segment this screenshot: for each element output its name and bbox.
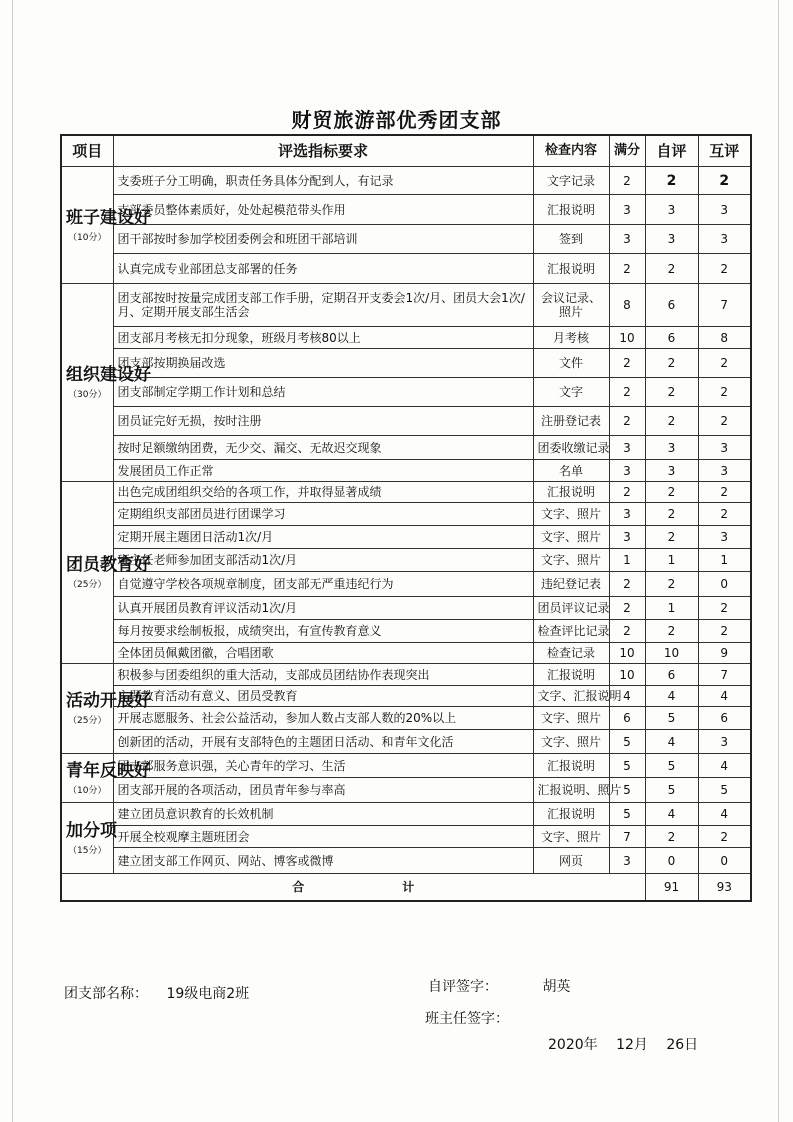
- peer-score-cell: 1: [698, 549, 751, 572]
- criteria-cell: 全体团员佩戴团徽，合唱团歌: [113, 643, 533, 664]
- self-score-cell: 2: [645, 503, 698, 526]
- full-score-cell: 3: [609, 436, 645, 460]
- peer-score-cell: 2: [698, 597, 751, 620]
- full-score-cell: 2: [609, 597, 645, 620]
- peer-score-cell: 2: [698, 349, 751, 378]
- full-score-cell: 5: [609, 803, 645, 826]
- peer-score-cell: 2: [698, 482, 751, 503]
- branch-label: 团支部名称：: [64, 986, 148, 1002]
- self-score-cell: 5: [645, 707, 698, 730]
- table-row: [61, 620, 751, 643]
- criteria-cell: 建立团员意识教育的长效机制: [113, 803, 533, 826]
- full-score-cell: 5: [609, 754, 645, 778]
- self-score-cell: 2: [645, 378, 698, 407]
- self-score-cell: 2: [645, 572, 698, 597]
- teacher-sign-label: 班主任签字：: [425, 1011, 509, 1027]
- method-cell: 签到: [533, 225, 609, 254]
- header-row: [61, 135, 751, 167]
- criteria-cell: 班主任老师参加团支部活动1次/月: [113, 549, 533, 572]
- self-score-cell: 4: [645, 803, 698, 826]
- date: 2020年 12月 26日: [548, 1037, 699, 1053]
- full-score-cell: 7: [609, 826, 645, 848]
- document-title: 财贸旅游部优秀团支部: [291, 108, 502, 132]
- criteria-cell: 创新团的活动，开展有支部特色的主题团日活动、和青年文化活: [113, 730, 533, 754]
- peer-score-cell: 2: [698, 407, 751, 436]
- self-score-cell: 2: [645, 407, 698, 436]
- peer-score-cell: 3: [698, 730, 751, 754]
- self-score-cell: 1: [645, 549, 698, 572]
- table-row: [61, 327, 751, 349]
- self-score-cell: 1: [645, 597, 698, 620]
- method-cell: 注册登记表: [533, 407, 609, 436]
- table-row: [61, 284, 751, 327]
- table-row: [61, 254, 751, 284]
- criteria-cell: 认真完成专业部团总支部署的任务: [113, 254, 533, 284]
- full-score-cell: 8: [609, 284, 645, 327]
- self-sign-label: 自评签字：: [428, 979, 498, 995]
- table-row: [61, 549, 751, 572]
- peer-score-cell: 2: [698, 378, 751, 407]
- self-score-cell: 6: [645, 284, 698, 327]
- full-score-cell: 2: [609, 482, 645, 503]
- scan-edge-right: [778, 0, 779, 1122]
- category-cell: [61, 284, 151, 482]
- self-score-cell: 3: [645, 195, 698, 225]
- peer-score-cell: 7: [698, 284, 751, 327]
- teacher-signature: [425, 1008, 509, 1028]
- peer-score-cell: 6: [698, 707, 751, 730]
- category-points: （15分）: [68, 845, 107, 856]
- criteria-cell: 定期组织支部团员进行团课学习: [113, 503, 533, 526]
- table-row: [61, 707, 751, 730]
- criteria-cell: 团支部按时按量完成团支部工作手册，定期召开支委会1次/月、团员大会1次/月、定期开展支部生活会: [113, 284, 533, 327]
- peer-score-cell: 4: [698, 754, 751, 778]
- total-label-a: 合: [292, 879, 305, 894]
- criteria-cell: 发展团员工作正常: [113, 460, 533, 482]
- criteria-cell: 每月按要求绘制板报，成绩突出，有宣传教育意义: [113, 620, 533, 643]
- table-row: [61, 349, 751, 378]
- scan-edge-left: [12, 0, 13, 1122]
- header-criteria: 评选指标要求: [113, 135, 533, 167]
- self-score-cell: 10: [645, 643, 698, 664]
- total-self: 91: [645, 874, 698, 901]
- peer-score-cell: 3: [698, 460, 751, 482]
- peer-score-cell: 3: [698, 436, 751, 460]
- self-score-cell: 2: [645, 526, 698, 549]
- criteria-cell: 认真开展团员教育评议活动1次/月: [113, 597, 533, 620]
- table-row: [61, 503, 751, 526]
- table-row: [61, 686, 751, 707]
- peer-score-cell: 2: [698, 826, 751, 848]
- full-score-cell: 1: [609, 549, 645, 572]
- full-score-cell: 3: [609, 460, 645, 482]
- full-score-cell: 2: [609, 349, 645, 378]
- header-item: 项目: [61, 135, 113, 167]
- criteria-cell: 建立团支部工作网页、网站、博客或微博: [113, 848, 533, 874]
- criteria-cell: 开展志愿服务、社会公益活动，参加人数占支部人数的20%以上: [113, 707, 533, 730]
- self-score-cell: 0: [645, 848, 698, 874]
- table-row: [61, 225, 751, 254]
- full-score-cell: 3: [609, 225, 645, 254]
- method-cell: 网页: [533, 848, 609, 874]
- total-label: [61, 874, 645, 901]
- full-score-cell: 3: [609, 848, 645, 874]
- category-name: 团员教育好: [66, 555, 151, 575]
- table-row: [61, 195, 751, 225]
- full-score-cell: 2: [609, 572, 645, 597]
- table-row: [61, 460, 751, 482]
- peer-score-cell: 5: [698, 778, 751, 803]
- full-score-cell: 4: [609, 686, 645, 707]
- full-score-cell: 2: [609, 167, 645, 195]
- method-cell: 检查评比记录: [533, 620, 609, 643]
- self-score-cell: 2: [645, 349, 698, 378]
- self-score-cell: 5: [645, 778, 698, 803]
- branch-name: [64, 983, 249, 1003]
- method-cell: 检查记录: [533, 643, 609, 664]
- table-row: [61, 643, 751, 664]
- method-cell: 汇报说明、照片: [533, 778, 609, 803]
- criteria-cell: 定期开展主题团日活动1次/月: [113, 526, 533, 549]
- table-row: [61, 407, 751, 436]
- table-row: [61, 436, 751, 460]
- category-cell: [61, 482, 151, 664]
- method-cell: 文件: [533, 349, 609, 378]
- method-cell: 文字: [533, 378, 609, 407]
- peer-score-cell: 0: [698, 848, 751, 874]
- method-cell: 文字、照片: [533, 730, 609, 754]
- full-score-cell: 3: [609, 503, 645, 526]
- criteria-cell: 自觉遵守学校各项规章制度，团支部无严重违纪行为: [113, 572, 533, 597]
- full-score-cell: 10: [609, 643, 645, 664]
- criteria-cell: 按时足额缴纳团费，无少交、漏交、无故迟交现象: [113, 436, 533, 460]
- criteria-cell: 支委班子分工明确，职责任务具体分配到人，有记录: [113, 167, 533, 195]
- peer-score-cell: 0: [698, 572, 751, 597]
- table-row: [61, 803, 751, 826]
- self-score-cell: 2: [645, 482, 698, 503]
- method-cell: 汇报说明: [533, 754, 609, 778]
- criteria-cell: 团员证完好无损，按时注册: [113, 407, 533, 436]
- category-cell: [61, 803, 117, 874]
- peer-score-cell: 3: [698, 225, 751, 254]
- peer-score-cell: 7: [698, 664, 751, 686]
- method-cell: 会议记录、照片: [533, 284, 609, 327]
- criteria-cell: 团干部按时参加学校团委例会和班团干部培训: [113, 225, 533, 254]
- peer-score-cell: 2: [698, 620, 751, 643]
- peer-score-cell: 3: [698, 195, 751, 225]
- category-name: 活动开展好: [66, 691, 151, 711]
- method-cell: 汇报说明: [533, 254, 609, 284]
- peer-score-cell: 4: [698, 803, 751, 826]
- table-body: [61, 167, 751, 874]
- full-score-cell: 5: [609, 778, 645, 803]
- category-cell: [61, 167, 151, 284]
- full-score-cell: 2: [609, 254, 645, 284]
- peer-score-cell: 4: [698, 686, 751, 707]
- table-row: [61, 526, 751, 549]
- criteria-cell: 支部委员整体素质好，处处起模范带头作用: [113, 195, 533, 225]
- category-points: （25分）: [68, 716, 107, 726]
- peer-score-cell: 3: [698, 526, 751, 549]
- self-score-cell: 4: [645, 730, 698, 754]
- self-score-cell: 2: [645, 254, 698, 284]
- category-points: （10分）: [68, 232, 107, 243]
- header-method: 检查内容: [533, 135, 609, 167]
- header-peer: 互评: [698, 135, 751, 167]
- full-score-cell: 5: [609, 730, 645, 754]
- peer-score-cell: 8: [698, 327, 751, 349]
- self-score-cell: 2: [645, 167, 698, 195]
- criteria-cell: 积极参与团委组织的重大活动，支部成员团结协作表现突出: [113, 664, 533, 686]
- category-points: （25分）: [68, 580, 107, 590]
- full-score-cell: 2: [609, 620, 645, 643]
- method-cell: 文字、照片: [533, 826, 609, 848]
- full-score-cell: 10: [609, 327, 645, 349]
- peer-score-cell: 2: [698, 254, 751, 284]
- criteria-cell: 团支部月考核无扣分现象，班级月考核80以上: [113, 327, 533, 349]
- method-cell: 文字、照片: [533, 503, 609, 526]
- category-points: （30分）: [68, 390, 107, 400]
- full-score-cell: 3: [609, 195, 645, 225]
- category-name: 组织建设好: [66, 365, 151, 385]
- self-score-cell: 3: [645, 225, 698, 254]
- header-self: 自评: [645, 135, 698, 167]
- method-cell: 团委收缴记录: [533, 436, 609, 460]
- criteria-cell: 团支部服务意识强，关心青年的学习、生活: [113, 754, 533, 778]
- method-cell: 汇报说明: [533, 482, 609, 503]
- method-cell: 汇报说明: [533, 664, 609, 686]
- method-cell: 文字记录: [533, 167, 609, 195]
- method-cell: 文字、照片: [533, 526, 609, 549]
- self-score-cell: 4: [645, 686, 698, 707]
- table-row: [61, 754, 751, 778]
- evaluation-table: [60, 134, 752, 902]
- method-cell: 违纪登记表: [533, 572, 609, 597]
- criteria-cell: 团支部制定学期工作计划和总结: [113, 378, 533, 407]
- full-score-cell: 2: [609, 378, 645, 407]
- criteria-cell: 团支部开展的各项活动，团员青年参与率高: [113, 778, 533, 803]
- table-row: [61, 826, 751, 848]
- self-score-cell: 6: [645, 664, 698, 686]
- table-row: [61, 778, 751, 803]
- self-score-cell: 3: [645, 460, 698, 482]
- self-score-cell: 2: [645, 620, 698, 643]
- peer-score-cell: 9: [698, 643, 751, 664]
- table-row: [61, 167, 751, 195]
- method-cell: 名单: [533, 460, 609, 482]
- category-name: 班子建设好: [66, 207, 151, 228]
- criteria-cell: 开展全校观摩主题班团会: [113, 826, 533, 848]
- method-cell: 文字、照片: [533, 707, 609, 730]
- self-score-cell: 2: [645, 826, 698, 848]
- full-score-cell: 10: [609, 664, 645, 686]
- table-row: [61, 482, 751, 503]
- table-row: [61, 848, 751, 874]
- category-cell: [61, 754, 151, 803]
- branch-value: 19级电商2班: [166, 986, 250, 1002]
- table-row: [61, 378, 751, 407]
- category-name: 青年反映好: [66, 760, 151, 781]
- full-score-cell: 6: [609, 707, 645, 730]
- self-sign-value: 胡英: [542, 979, 571, 995]
- full-score-cell: 3: [609, 526, 645, 549]
- category-name: 加分项: [66, 820, 117, 841]
- peer-score-cell: 2: [698, 503, 751, 526]
- self-signature: [428, 976, 570, 996]
- method-cell: 月考核: [533, 327, 609, 349]
- criteria-cell: 出色完成团组织交给的各项工作，并取得显著成绩: [113, 482, 533, 503]
- self-score-cell: 3: [645, 436, 698, 460]
- total-peer: 93: [698, 874, 751, 901]
- method-cell: 团员评议记录: [533, 597, 609, 620]
- criteria-cell: 主题教育活动有意义、团员受教育: [113, 686, 533, 707]
- method-cell: 汇报说明: [533, 803, 609, 826]
- table-row: [61, 597, 751, 620]
- table-row: [61, 730, 751, 754]
- category-cell: [61, 664, 151, 754]
- method-cell: 汇报说明: [533, 195, 609, 225]
- self-score-cell: 6: [645, 327, 698, 349]
- full-score-cell: 2: [609, 407, 645, 436]
- table-row: [61, 664, 751, 686]
- method-cell: 文字、汇报说明: [533, 686, 609, 707]
- peer-score-cell: 2: [698, 167, 751, 195]
- criteria-cell: 团支部按期换届改选: [113, 349, 533, 378]
- header-full: 满分: [609, 135, 645, 167]
- category-points: （10分）: [68, 785, 107, 796]
- total-label-b: 计: [402, 879, 415, 894]
- self-score-cell: 5: [645, 754, 698, 778]
- table-row: [61, 572, 751, 597]
- total-row: [61, 874, 751, 901]
- method-cell: 文字、照片: [533, 549, 609, 572]
